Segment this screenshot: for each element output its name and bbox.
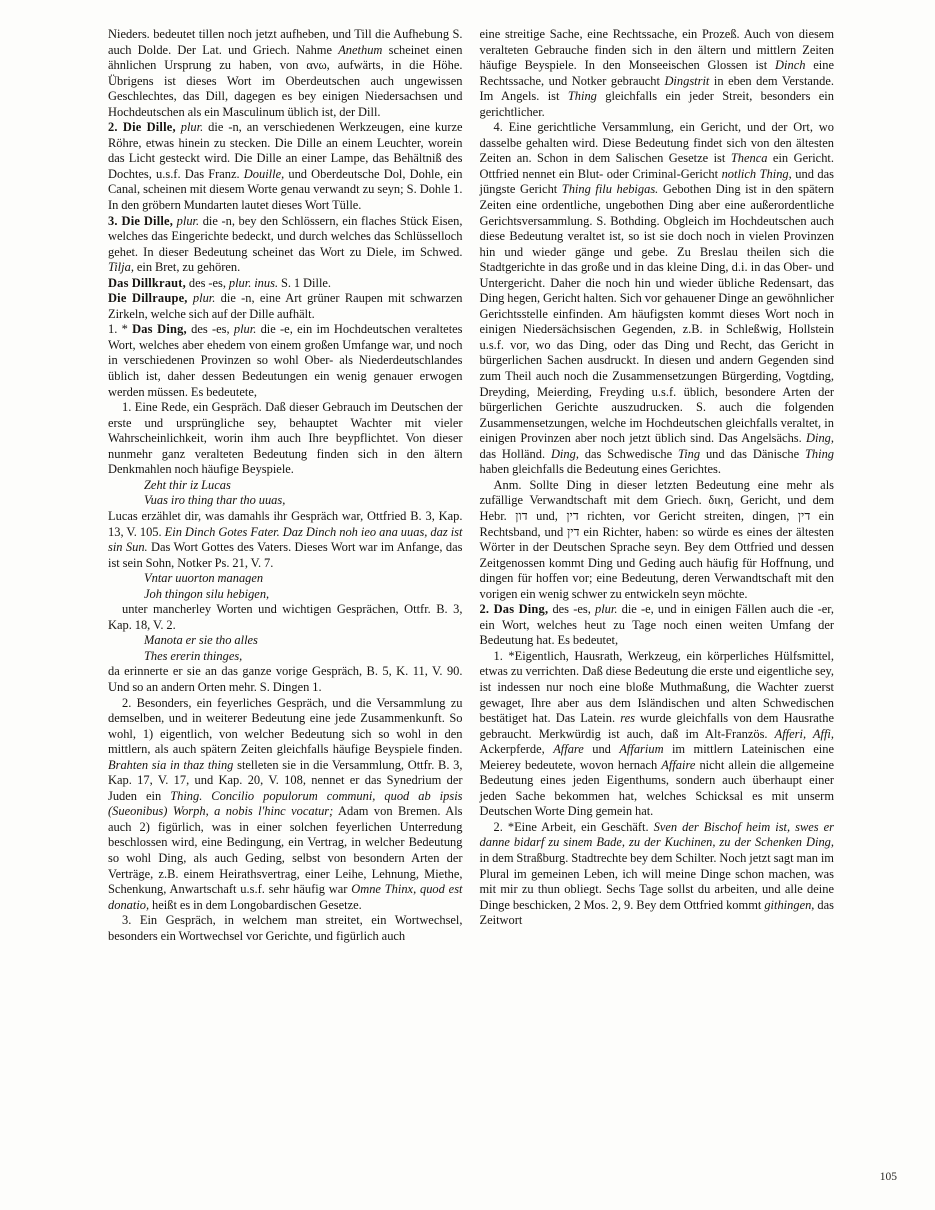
paragraph: 3. Ein Gespräch, in welchem man streitet, ein Wortwechsel, besonders ein Wortwechsel vor Gerichte, und figürlich auch <box>108 913 463 943</box>
paragraph: 2. *Eine Arbeit, ein Geschäft. Sven der Bischof heim ist, swes er danne bidarf zu sinem Bade, zu der Kuchinen, zu der Schenken Ding, in dem Straßburg. Stadtrechte bey dem Schilter. Noch jetzt sagt man im Plural im gemeinen Leben, ich will meine Dinge schon machen, was mit mir zu thun obliegt. Sechs Tage sollst du arbeiten, und alle deine Dinge beschicken, 2 Mos. 2, 9. Bey dem Ottfried kommt githingen, das Zeitwort <box>479 819 835 928</box>
paragraph: unter mancherley Worten und wichtigen Gesprächen, Ottfr. B. 3, Kap. 18, V. 2. <box>108 602 463 632</box>
verse-line: Thes ererin thinges, <box>144 648 243 663</box>
paragraph: Lucas erzählet dir, was damahls ihr Gespräch war, Ottfried B. 3, Kap. 13, V. 105. Ein Dinch Gotes Fater. Daz Dinch noh ieo ana uuas, daz ist sin Sun. Das Wort Gottes des Vaters. Dieses Wort war im Anfange, das ist sein Sohn, Notker Ps. 21, V. 7. <box>108 508 463 570</box>
paragraph: eine streitige Sache, eine Rechtssache, ein Prozeß. Auch von diesem veralteten Gebrauche finden sich in den ältern und mittlern Zeiten häufige Beyspiele. In den Monseeischen Glossen ist Dinch eine Rechtssache, und Notker gebraucht Dingstrit in eben dem Verstande. Im Angels. ist Thing gleichfalls ein jeder Streit, besonders ein gerichtlicher. <box>479 27 834 119</box>
verse-line: Vuas iro thing thar tho uuas, <box>144 493 286 508</box>
paragraph: Die Dillraupe, plur. die -n, eine Art grüner Raupen mit schwarzen Zirkeln, welche sich auf der Dille aufhält. <box>108 291 463 321</box>
text-column-right <box>480 27 835 944</box>
paragraph: 2. Das Ding, des -es, plur. die -e, und in einigen Fällen auch die -er, ein Wort, welches heut zu Tage noch einen weiten Umfang der Bedeutung hat. Es bedeutet, <box>479 602 834 648</box>
paragraph: Anm. Sollte Ding in dieser letzten Bedeutung eine mehr als zufällige Verwandtschaft mit dem Griech. δικη, Gericht, und dem Hebr. דון und, דין richten, vor Gericht streiten, dingen, דין ein Rechtsband, und דין ein Richter, haben: so würde es eines der ältesten Wörter in der Deutschen Sprache seyn. Bey dem Ottfried und dessen Zeitgenossen kommt Ding und Geding auch häufig für Hoffnung, und dingen für hoffen vor; eine Bedeutung, deren Verwandtschaft mit den vorigen ein wenig schwer zu entwickeln seyn möchte. <box>479 477 834 601</box>
page-number: 105 <box>879 1171 897 1183</box>
paragraph: 1. * Das Ding, des -es, plur. die -e, ein im Hochdeutschen veraltetes Wort, welches aber ehedem von einem großen Umfange war, und noch in verschiedenen Provinzen so wohl Ober- als Niederdeutschlandes üblich ist, daher dessen Bedeutungen ein wenig genauer erwogen werden müssen. Es bedeutete, <box>108 322 463 399</box>
paragraph: Nieders. bedeutet tillen noch jetzt aufheben, und Till die Aufhebung S. auch Dolde. Der Lat. und Griech. Nahme Anethum scheinet einen ähnlichen Ursprung zu haben, von ανω, aufwärts, in die Höhe. Übrigens ist dieses Wort im Oberdeutschen auch ungewissen Geschlechtes, das Dill, dagegen es bey einigen Niedersachsen und Hochdeutschen als ein Masculinum üblich ist, der Dill. <box>108 27 463 119</box>
paragraph: 4. Eine gerichtliche Versammlung, ein Gericht, und der Ort, wo dasselbe gehalten wird. Diese Bedeutung findet sich von den ältesten Zeiten an. Schon in dem Salischen Gesetze ist Thenca ein Gericht. Ottfried nennet ein Blut- oder Criminal-Gericht notlich Thing, und das jüngste Gericht Thing filu hebigas. Gebothen Ding ist in den spätern Zeiten eine ordentliche, ungebothen Ding aber eine außerordentliche Gerichtsversammlung. S. Bothding. Obgleich im Hochdeutschen auch diese Bedeutung veraltet ist, so ist sie doch noch in vielen Provinzen hin und wieder gänge und gebe. Zu Breslau theilen sich die Stadtgerichte in das große und in das kleine Ding, d.i. in das Ober- und Untergericht. Daher die noch hin und wieder übliche Redensart, das Ding hegen, Gericht halten. Sich vor gehauener Dinge an gewöhnlicher Gerichtsstelle einfinden. Am häufigsten kommt dieses Wort noch in einigen Niedersächsischen Gegenden, z.B. in Schleßwig, Hollstein u.s.f. vor, wo das Ding, oder das Ding und Recht, das Gericht in bürgerlichen Sachen ausdruckt. In diesen und andern Gegenden sind zum Theil auch noch die Zusammensetzungen Bürgerding, Vogtding, Dreyding, Meierding, Freyding u.s.f. üblich, besondere Arten der bürgerlichen Gerichte auszudrucken. S. auch die folgenden Zusammensetzungen, welche im Hochdeutschen gleichfalls veraltet, in einigen Provinzen aber noch jetzt üblich sind. Das Angelsächs. Ding, das Holländ. Ding, das Schwedische Ting und das Dänische Thing haben gleichfalls die Bedeutung eines Gerichtes. <box>479 120 835 477</box>
paragraph: 1. *Eigentlich, Hausrath, Werkzeug, ein körperliches Hülfsmittel, etwas zu verrichten. Daß diese Bedeutung die erste und eigentliche sey, ist indessen nur noch eine bloße Muthmaßung, die Wachter zuerst gewaget, Ihre aber aus dem Isländischen und alten Schwedischen bestätiget hat. Das Latein. res wurde gleichfalls von dem Hausrathe gebraucht. Merkwürdig ist auch, daß im Alt-Französ. Afferi, Affi, Ackerpferde, Affare und Affarium im mittlern Lateinischen eine Meierey bedeutete, wovon hernach Affaire nicht allein die allgemeine Bedeutung eines jeden Eigenthums, sondern auch überhaupt einer jeden Sache bekommen hat, welches Schicksal es mit unserm Deutschen Worte Ding gemein hat. <box>479 648 834 819</box>
verse-line: Joh thingon silu hebigen, <box>144 586 270 601</box>
paragraph: da erinnerte er sie an das ganze vorige Gespräch, B. 5, K. 11, V. 90. Und so an andern Orten mehr. S. Dingen 1. <box>108 664 463 694</box>
paragraph: 2. Die Dille, plur. die -n, an verschiedenen Werkzeugen, eine kurze Röhre, etwas hinein zu stecken. Die Dille an einem Leuchter, worein das Licht gesteckt wird. Die Dille an einer Lampe, das Behältniß des Dochtes, u.s.f. Das Franz. Douille, und Oberdeutsche Dol, Dohle, ein Canal, scheinen mit diesem Worte genau verwandt zu seyn; S. Dohle 1. In den gröbern Mundarten lautet dieses Wort Tülle. <box>108 120 463 213</box>
verse-line: Zeht thir iz Lucas <box>144 477 231 492</box>
verse-line: Vntar uuorton managen <box>144 571 264 586</box>
text-column-left <box>108 27 463 944</box>
verse-line: Manota er sie tho alles <box>144 633 258 648</box>
paragraph: 1. Eine Rede, ein Gespräch. Daß dieser Gebrauch im Deutschen der erste und ursprüngliche sey, behauptet Wachter mit vieler Wahrscheinlichkeit, worin ihm auch Ihre beypflichtet. Von dieser nunmehr ganz veralteten Bedeutung finden sich in den ältern Denkmahlen noch häufige Beyspiele. <box>108 400 463 477</box>
text-columns <box>108 27 834 944</box>
paragraph: Das Dillkraut, des -es, plur. inus. S. 1 Dille. <box>108 275 332 290</box>
paragraph: 2. Besonders, ein feyerliches Gespräch, und die Versammlung zu demselben, und in weiterer Bedeutung eine jede Zusammenkunft. So wohl, 1) eigentlich, von welcher Bedeutung sich so wohl in den mittlern, als auch spätern Zeiten gleichfalls häufige Beyspiele finden. Brahten sia in thaz thing stelleten sie in die Versammlung, Ottfr. B. 3, Kap. 17, V. 17, und Kap. 20, V. 108, nennet er das Synedrium der Juden ein Thing. Concilio populorum communi, quod ab ipsis (Sueonibus) Worph, a nobis l'hinc vocatur; Adam von Bremen. Als auch 2) figürlich, was in einer solchen feyerlichen Unterredung beschlossen wird, eine Bedingung, ein Vertrag, in welcher Bedeutung so wohl Ding, als auch Geding, selbst von besondern Arten der Verträge, z.B. einem Heirathsvertrag, einer Leihe, Lehnung, Miethe, Schenkung, Anwartschaft u.s.f. sehr häufig war Omne Thinx, quod est donatio, heißt es in dem Longobardischen Gesetze. <box>108 695 463 912</box>
paragraph: 3. Die Dille, plur. die -n, bey den Schlössern, ein flaches Stück Eisen, welches das Eingerichte bedeckt, und durch welches das Schlüsselloch gehet. In dieser Bedeutung scheinet das Wort zu Diele, im Schwed. Tilja, ein Bret, zu gehören. <box>108 213 463 275</box>
